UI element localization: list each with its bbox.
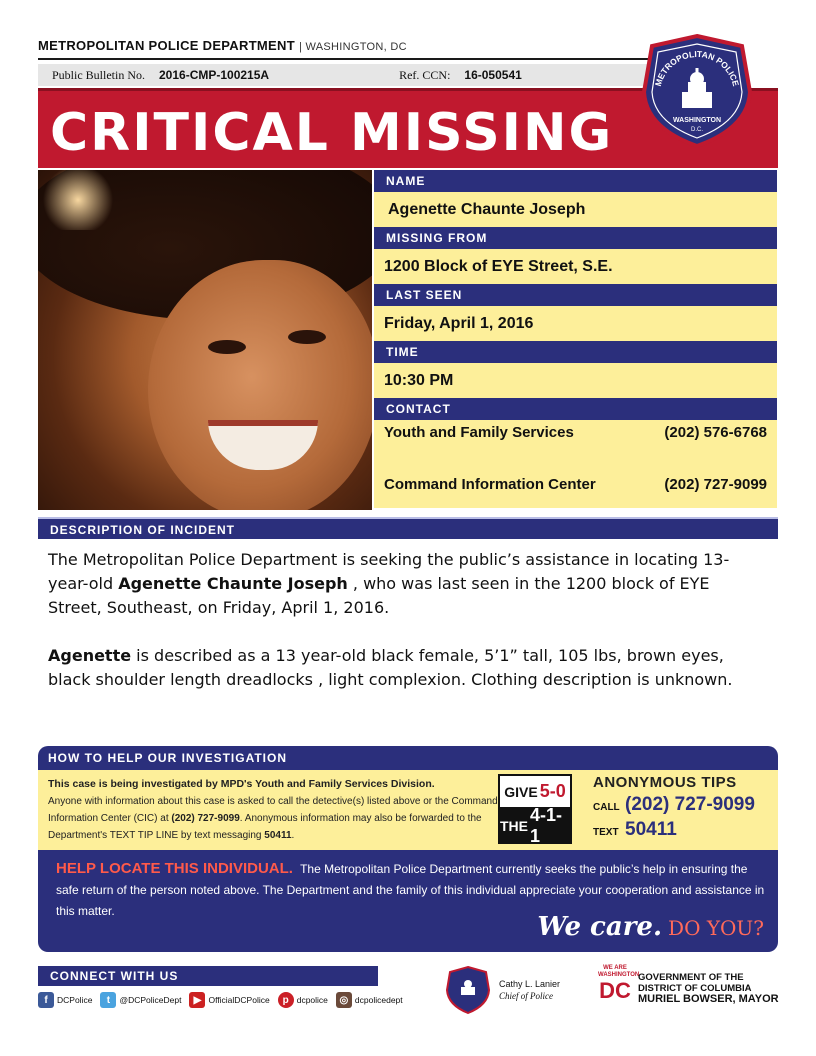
anonymous-tips-title: ANONYMOUS TIPS <box>593 774 737 791</box>
call-number[interactable]: (202) 727-9099 <box>625 794 755 815</box>
p2-end: is described as a 13 year-old black female, 5’1” tall, 105 lbs, brown eyes, black shoulder length dreadlocks , light complexion. Clothing description is unknown. <box>48 646 733 689</box>
help-body-3: . <box>291 830 295 841</box>
last-seen-value: Friday, April 1, 2016 <box>374 306 777 341</box>
youtube-icon: ▶ <box>189 992 205 1008</box>
text-number[interactable]: 50411 <box>625 819 677 840</box>
social-label: OfficialDCPolice <box>208 995 270 1005</box>
help-lead: This case is being investigated by MPD's Youth and Family Services Division. <box>48 778 435 790</box>
last-seen-heading: LAST SEEN <box>374 284 777 306</box>
contact-heading: CONTACT <box>374 398 777 420</box>
description-paragraph-1 <box>48 548 768 620</box>
description-paragraph-2 <box>48 644 768 692</box>
contact-name: Command Information Center <box>384 476 596 493</box>
dc-line-3: MURIEL BOWSER, MAYOR <box>638 992 779 1005</box>
help-locate-title: HELP LOCATE THIS INDIVIDUAL. <box>56 860 293 877</box>
chief-text <box>499 978 560 1002</box>
person-name: Agenette Chaunte Joseph <box>374 192 777 227</box>
social-link-instagram[interactable] <box>336 992 403 1008</box>
contact-phone: (202) 576-6768 <box>664 424 767 441</box>
social-label: dcpolice <box>296 995 328 1005</box>
info-panel <box>374 170 777 508</box>
social-label: @DCPoliceDept <box>119 995 182 1005</box>
do-you-text: DO YOU? <box>668 916 764 940</box>
header-rule <box>38 58 650 60</box>
help-locate-body: The Metropolitan Police Department currently seeks the public’s help in ensuring the safe return of the person noted above. The Department and the family of this individual appreciate your cooperation and assistance in this matter. <box>56 862 765 918</box>
help-text <box>48 776 503 844</box>
bulletin-bar <box>38 64 650 86</box>
help-investigation-box <box>38 746 778 952</box>
the-number: 4-1-1 <box>530 804 563 846</box>
p1-start: The Metropolitan Police Department is seeking the public’s assistance in locating 13-year-old <box>48 550 730 593</box>
contact-row <box>384 476 767 493</box>
social-link-twitter[interactable] <box>100 992 181 1008</box>
call-label: CALL <box>593 802 620 813</box>
department-header <box>38 38 407 53</box>
we-care-slogan <box>537 912 764 942</box>
description-heading: DESCRIPTION OF INCIDENT <box>38 517 778 539</box>
time-value: 10:30 PM <box>374 363 777 398</box>
instagram-icon: ◎ <box>336 992 352 1008</box>
contact-row <box>384 424 767 441</box>
social-links <box>38 992 403 1008</box>
description-body <box>48 548 768 716</box>
call-line <box>593 794 773 816</box>
dc-line-1: GOVERNMENT OF THE <box>638 971 744 983</box>
give-50-logo <box>498 774 572 844</box>
p1-end: , who was last seen in the 1200 block of EYE Street, Southeast, on Friday, April 1, 2016. <box>48 574 710 617</box>
seal-bottom-text: WASHINGTON <box>672 117 722 124</box>
dc-line-2: DISTRICT OF COLUMBIA <box>638 982 752 994</box>
department-city: | WASHINGTON, DC <box>298 41 407 53</box>
bulletin-label: Public Bulletin No. <box>52 67 145 82</box>
missing-person-photo <box>38 170 372 510</box>
ref-label: Ref. CCN: <box>399 67 451 82</box>
help-text-code: 50411 <box>264 830 292 841</box>
time-heading: TIME <box>374 341 777 363</box>
missing-from-heading: MISSING FROM <box>374 227 777 249</box>
name-heading: NAME <box>374 170 777 192</box>
help-body-2: . Anonymous information may also be forwarded to the Department's TEXT TIP LINE by text messaging <box>48 813 482 841</box>
dc-flag-icon <box>598 965 640 1011</box>
bulletin-number: 2016-CMP-100215A <box>159 68 270 82</box>
chief-name: Cathy L. Lanier <box>499 979 561 989</box>
connect-heading: CONNECT WITH US <box>38 966 378 986</box>
mpd-seal-icon <box>638 32 756 150</box>
chief-of-police <box>445 965 560 1015</box>
dc-logo: DC <box>599 978 631 1003</box>
text-label: TEXT <box>593 827 619 838</box>
chief-title: Chief of Police <box>499 991 553 1001</box>
p1-name: Agenette Chaunte Joseph <box>118 574 348 593</box>
give-number: 5-0 <box>539 781 566 801</box>
p2-name: Agenette <box>48 646 132 665</box>
facebook-icon: f <box>38 992 54 1008</box>
contact-name: Youth and Family Services <box>384 424 574 441</box>
missing-from-value: 1200 Block of EYE Street, S.E. <box>374 249 777 284</box>
svg-text:METROPOLITAN POLICE: METROPOLITAN POLICE <box>652 48 742 88</box>
department-name: METROPOLITAN POLICE DEPARTMENT <box>38 38 295 53</box>
the-text: THE <box>500 817 528 834</box>
anonymous-tips <box>593 774 773 841</box>
help-info-panel <box>38 770 778 850</box>
twitter-icon: t <box>100 992 116 1008</box>
contact-list <box>374 420 777 508</box>
give-text: GIVE <box>504 783 538 800</box>
social-label: DCPolice <box>57 995 93 1005</box>
help-body-1: Anyone with information about this case is asked to call the detective(s) listed above or the Command Information Center (CIC) at <box>48 796 498 824</box>
banner-title: CRITICAL MISSING <box>50 103 614 163</box>
we-care-text: We care. <box>537 912 663 942</box>
mpd-badge-icon <box>445 965 491 1015</box>
social-link-pinterest[interactable] <box>278 992 328 1008</box>
social-link-youtube[interactable] <box>189 992 269 1008</box>
social-link-facebook[interactable] <box>38 992 92 1008</box>
help-heading: HOW TO HELP OUR INVESTIGATION <box>48 751 288 765</box>
pinterest-icon: p <box>278 992 294 1008</box>
help-cic-phone: (202) 727-9099 <box>171 813 240 824</box>
text-line <box>593 819 773 841</box>
seal-sub-text: D.C. <box>691 127 703 133</box>
dc-government-logo <box>598 965 779 1011</box>
contact-phone: (202) 727-9099 <box>664 476 767 493</box>
dc-government-text <box>638 972 779 1005</box>
social-label: dcpolicedept <box>354 995 403 1005</box>
ref-number: 16-050541 <box>464 68 522 82</box>
dc-logo-top: WE ARE WASHINGTON <box>598 965 640 978</box>
